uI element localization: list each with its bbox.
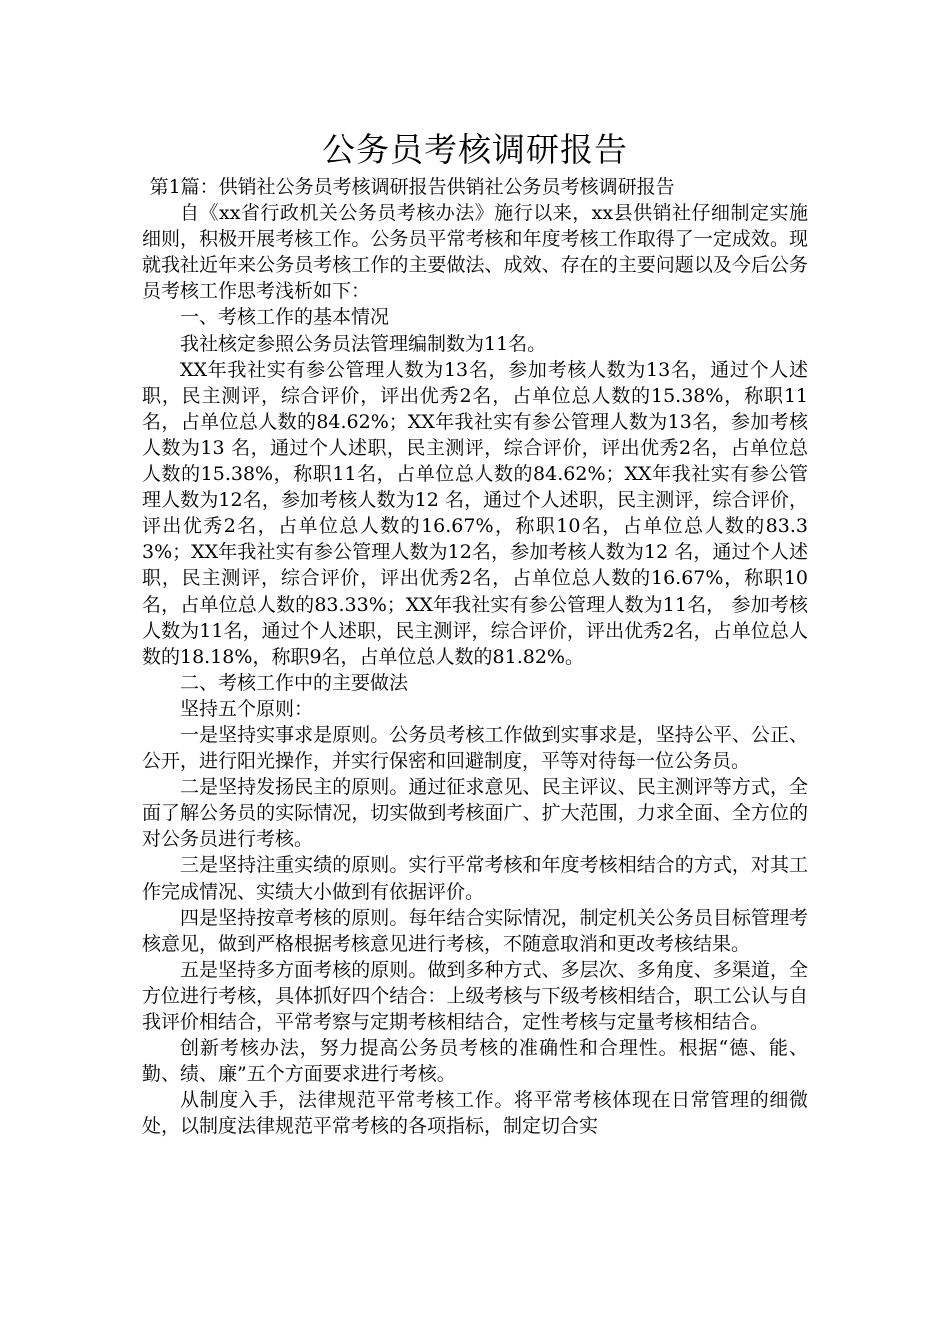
paragraph-principle-3: 三是坚持注重实绩的原则。实行平常考核和年度考核相结合的方式，对其工作完成情况、实绩大小做到有依据评价。 — [142, 854, 808, 903]
paragraph-statistics: XX年我社实有参公管理人数为13名，参加考核人数为13名，通过个人述职，民主测评，综合评价，评出优秀2名，占单位总人数的15.38%，称职11名，占单位总人数的84.62%；XX年我社实有参公管理人数为13名，参加考核人数为13 名，通过个人述职，民主测评，综合评价，评出优秀2名，占单位总人数的15.38%，称职11名，占单位总人数的84.62%；XX年我社实有参公管理人数为12名，参加考核人数为12 名，通过个人述职，民主测评，综合评价，评出优秀2名，占单位总人数的16.67%，称职10名，占单位总人数的83.33%；XX年我社实有参公管理人数为12名，参加考核人数为12 名，通过个人述职，民主测评，综合评价，评出优秀2名，占单位总人数的16.67%，称职10名，占单位总人数的83.33%；XX年我社实有参公管理人数为11名， 参加考核人数为11名，通过个人述职，民主测评，综合评价，评出优秀2名，占单位总人数的18.18%，称职9名，占单位总人数的81.82%。 — [142, 358, 808, 668]
document-title: 公务员考核调研报告 — [322, 130, 628, 169]
section-heading-2: 二、考核工作中的主要做法 — [180, 671, 409, 694]
paragraph-principle-2: 二是坚持发扬民主的原则。通过征求意见、民主评议、民主测评等方式，全面了解公务员的实际情况，切实做到考核面广、扩大范围，力求全面、全方位的对公务员进行考核。 — [142, 776, 808, 851]
paragraph-principle-5: 五是坚持多方面考核的原则。做到多种方式、多层次、多角度、多渠道，全方位进行考核，具体抓好四个结合：上级考核与下级考核相结合，职工公认与自我评价相结合，平常考察与定期考核相结合，定性考核与定量考核相结合。 — [142, 958, 808, 1033]
paragraph-innovation: 创新考核办法，努力提高公务员考核的准确性和合理性。根据“德、能、勤、绩、廉”五个方面要求进行考核。 — [142, 1037, 808, 1086]
paragraph-principle-1: 一是坚持实事求是原则。公务员考核工作做到实事求是，坚持公平、公正、公开，进行阳光操作，并实行保密和回避制度，平等对待每一位公务员。 — [142, 723, 808, 773]
paragraph-intro: 自《xx省行政机关公务员考核办法》施行以来，xx县供销社仔细制定实施细则，积极开展考核工作。公务员平常考核和年度考核工作取得了一定成效。现就我社近年来公务员考核工作的主要做法、成效、存在的主要问题以及今后公务员考核工作思考浅析如下： — [142, 202, 808, 303]
paragraph-principles-intro: 坚持五个原则： — [180, 697, 314, 720]
paragraph-staffing: 我社核定参照公务员法管理编制数为11名。 — [180, 332, 547, 355]
document-body — [142, 174, 808, 1139]
paragraph-principle-4: 四是坚持按章考核的原则。每年结合实际情况，制定机关公务员目标管理考核意见，做到严格根据考核意见进行考核，不随意取消和更改考核结果。 — [142, 906, 808, 955]
paragraph-regulation: 从制度入手，法律规范平常考核工作。将平常考核体现在日常管理的细微处，以制度法律规范平常考核的各项指标，制定切合实 — [142, 1089, 808, 1138]
section-heading-1: 一、考核工作的基本情况 — [180, 306, 390, 329]
document-subtitle: 第1篇：供销社公务员考核调研报告供销社公务员考核调研报告 — [149, 176, 675, 198]
